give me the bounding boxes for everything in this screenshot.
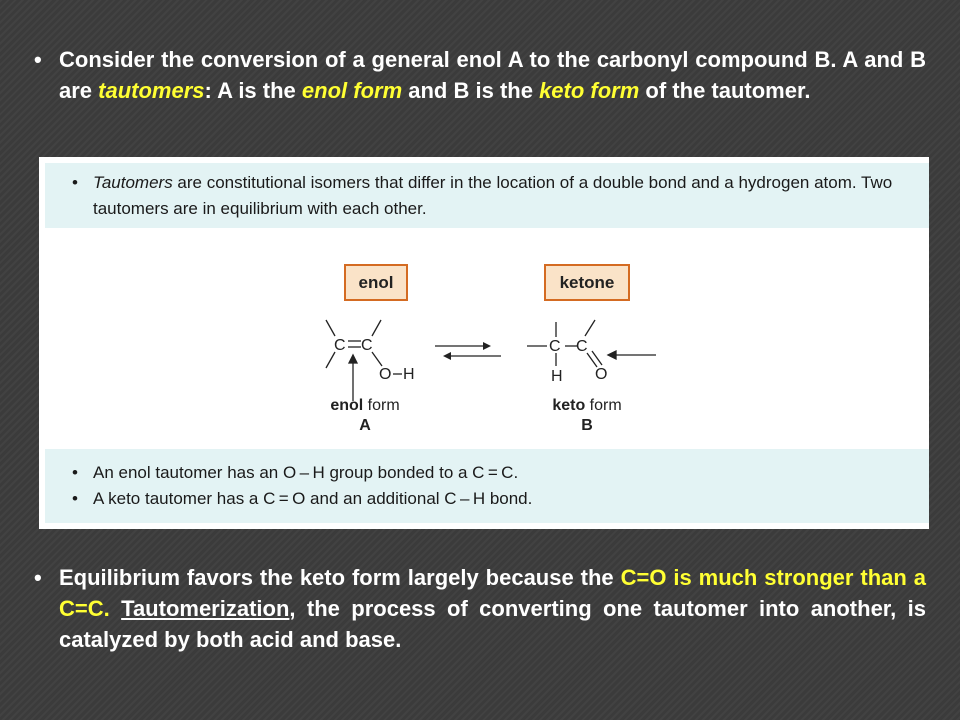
summary-item (45, 460, 929, 486)
definition-text: are constitutional isomers that differ in the location of a double bond and a hydrogen atom. Two tautomers are in equilibrium with each other. (93, 173, 893, 218)
caption-bold: keto (552, 397, 586, 414)
text-run: of the tautomer. (639, 78, 811, 103)
term-tautomerization: Tautomerization (121, 596, 290, 621)
text-run: Equilibrium favors the keto form largely because the (59, 565, 621, 590)
summary-text-keto: A keto tautomer has a C = O and an additional C – H bond. (93, 489, 533, 508)
svg-text:O: O (595, 366, 608, 383)
bullet-dot: • (72, 489, 78, 508)
caption-letter: B (581, 417, 593, 434)
caption-rest: form (585, 397, 622, 414)
text-run (110, 596, 121, 621)
keto-atoms (549, 338, 607, 385)
caption-rest: form (363, 397, 400, 414)
highlight-tautomers: tautomers (98, 78, 205, 103)
bullet-dot: • (34, 565, 42, 590)
tautomer-figure (39, 157, 929, 529)
bullet-text (59, 44, 926, 106)
enol-label: enol (344, 264, 408, 301)
keto-form-caption (537, 396, 637, 436)
text-run: Consider the conversion of a general enol A to the carbonyl compound B. A and B are (59, 47, 926, 103)
svg-text:O: O (379, 366, 392, 383)
equilibrium-arrows (435, 342, 501, 360)
enol-form-caption (315, 396, 415, 436)
text-run: and B is the (402, 78, 540, 103)
enol-atoms (334, 337, 415, 383)
keto-structure (527, 320, 602, 367)
ketone-label: ketone (544, 264, 630, 301)
bullet-dot: • (72, 463, 78, 482)
svg-text:C: C (576, 338, 588, 355)
bullet-dot: • (72, 173, 78, 192)
highlight-co-stronger: C=O is much stronger than a C=C. (59, 565, 926, 621)
text-run: , the process of converting one tautomer into another, is catalyzed by both acid and base. (59, 596, 926, 652)
summary-band (45, 449, 929, 523)
svg-text:C: C (334, 337, 346, 354)
text-run: : A is the (204, 78, 302, 103)
highlight-enol-form: enol form (301, 78, 403, 103)
bullet-text (59, 562, 926, 655)
keto-pointer-arrow (608, 351, 656, 359)
highlight-keto-form: keto form (539, 78, 640, 103)
caption-bold: enol (330, 397, 364, 414)
summary-item (45, 486, 929, 512)
caption-letter: A (359, 417, 371, 434)
svg-text:H: H (403, 366, 415, 383)
enol-pointer-arrow (349, 355, 357, 401)
bullet-paragraph-2 (34, 562, 926, 655)
bullet-paragraph-1 (34, 44, 926, 106)
summary-text-enol: An enol tautomer has an O – H group bonded to a C = C. (93, 463, 519, 482)
svg-text:C: C (361, 337, 373, 354)
term-tautomers: Tautomers (93, 173, 173, 192)
svg-text:H: H (551, 368, 563, 385)
bullet-dot: • (34, 47, 42, 72)
svg-text:C: C (549, 338, 561, 355)
